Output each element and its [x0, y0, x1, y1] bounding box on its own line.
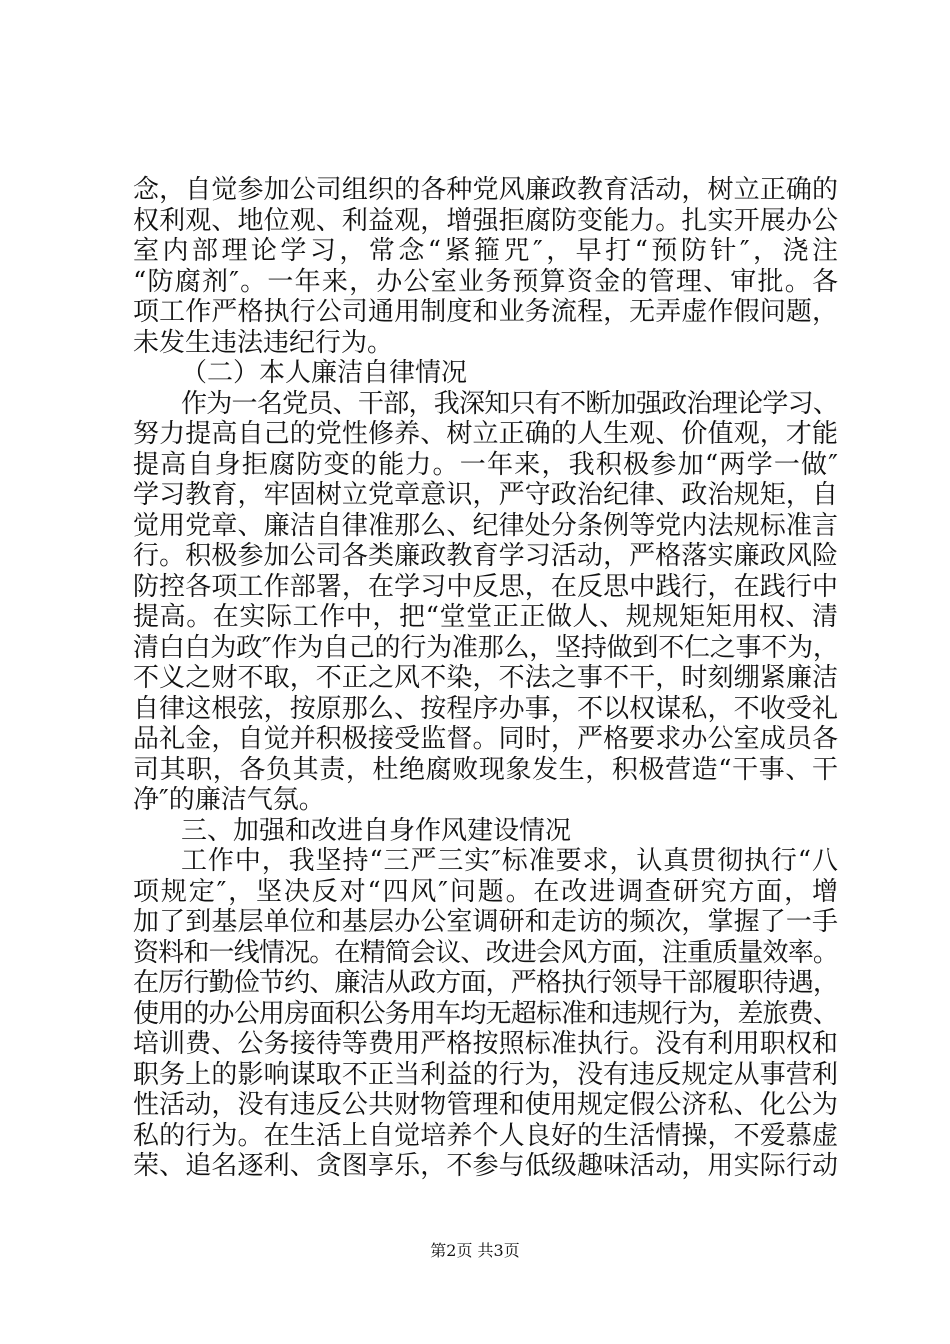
paragraph-line: 荣、追名逐利、贪图享乐，不参与低级趣味活动，用实际行动 [133, 1151, 838, 1181]
paragraph-line: 努力提高自己的党性修养、树立正确的人生观、价值观，才能 [133, 419, 838, 449]
paragraph-line: 私的行为。在生活上自觉培养个人良好的生活情操，不爱慕虚 [133, 1120, 838, 1151]
paragraph-line: “防腐剂″。一年来，办公室业务预算资金的管理、审批。各 [133, 266, 838, 297]
paragraph-line: 净″的廉洁气氛。 [133, 785, 325, 815]
paragraph-line: 权利观、地位观、利益观，增强拒腐防变能力。扎实开展办公 [133, 205, 838, 236]
page-footer: 第2页 共3页 [430, 1241, 520, 1260]
paragraph-line: 未发生违法违纪行为。 [133, 327, 394, 358]
paragraph-line: 提高自身拒腐防变的能力。一年来，我积极参加“两学一做″ [133, 449, 838, 480]
paragraph-line: 项规定″，坚决反对“四风″问题。在改进调查研究方面，增 [133, 876, 838, 907]
paragraph [133, 389, 838, 816]
paragraph-line: 觉用党章、廉洁自律准那么、纪律处分条例等党内法规标准言 [133, 510, 838, 541]
paragraph-line: 提高。在实际工作中，把“堂堂正正做人、规规矩矩用权、清 [133, 602, 838, 632]
paragraph-line: 加了到基层单位和基层办公室调研和走访的频次，掌握了一手 [133, 907, 838, 937]
paragraph-line: 司其职，各负其责，杜绝腐败现象发生，积极营造“干事、干 [133, 754, 838, 785]
paragraph-line: 职务上的影响谋取不正当利益的行为，没有违反规定从事营利 [133, 1059, 838, 1090]
paragraph-line: 室内部理论学习，常念“紧箍咒″，早打“预防针″，浇注 [133, 236, 838, 266]
paragraph-line: 学习教育，牢固树立党章意识，严守政治纪律、政治规矩，自 [133, 480, 838, 510]
paragraph-line: 培训费、公务接待等费用严格按照标准执行。没有利用职权和 [133, 1029, 838, 1059]
paragraph-line: 行。积极参加公司各类廉政教育学习活动，严格落实廉政风险 [133, 541, 838, 571]
paragraph-line: 作为一名党员、干部，我深知只有不断加强政治理论学习、 [181, 388, 838, 419]
paragraph-line: 品礼金，自觉并积极接受监督。同时，严格要求办公室成员各 [133, 724, 838, 754]
document-body [133, 175, 838, 1182]
paragraph-line: 资料和一线情况。在精简会议、改进会风方面，注重质量效率。 [133, 937, 838, 968]
paragraph-line: 工作中，我坚持“三严三实″标准要求，认真贯彻执行“八 [181, 846, 838, 876]
paragraph-line: 使用的办公用房面积公务用车均无超标准和违规行为，差旅费、 [133, 998, 838, 1029]
section-heading: 三、加强和改进自身作风建设情况 [181, 815, 572, 846]
paragraph [133, 846, 838, 1182]
paragraph-line: 清白白为政″作为自己的行为准那么，坚持做到不仁之事不为， [133, 632, 838, 663]
paragraph-line: 项工作严格执行公司通用制度和业务流程，无弄虚作假问题， [133, 297, 838, 327]
paragraph-line: 自律这根弦，按原那么、按程序办事，不以权谋私，不收受礼 [133, 693, 838, 724]
section-heading: （二）本人廉洁自律情况 [181, 358, 468, 388]
paragraph-line: 念，自觉参加公司组织的各种党风廉政教育活动，树立正确的 [133, 175, 838, 205]
paragraph-continued [133, 175, 838, 358]
paragraph-line: 性活动，没有违反公共财物管理和使用规定假公济私、化公为 [133, 1090, 838, 1120]
paragraph-line: 在厉行勤俭节约、廉洁从政方面，严格执行领导干部履职待遇， [133, 968, 838, 998]
paragraph-line: 防控各项工作部署，在学习中反思，在反思中践行，在践行中 [133, 571, 838, 602]
paragraph-line: 不义之财不取，不正之风不染，不法之事不干，时刻绷紧廉洁 [133, 663, 838, 693]
